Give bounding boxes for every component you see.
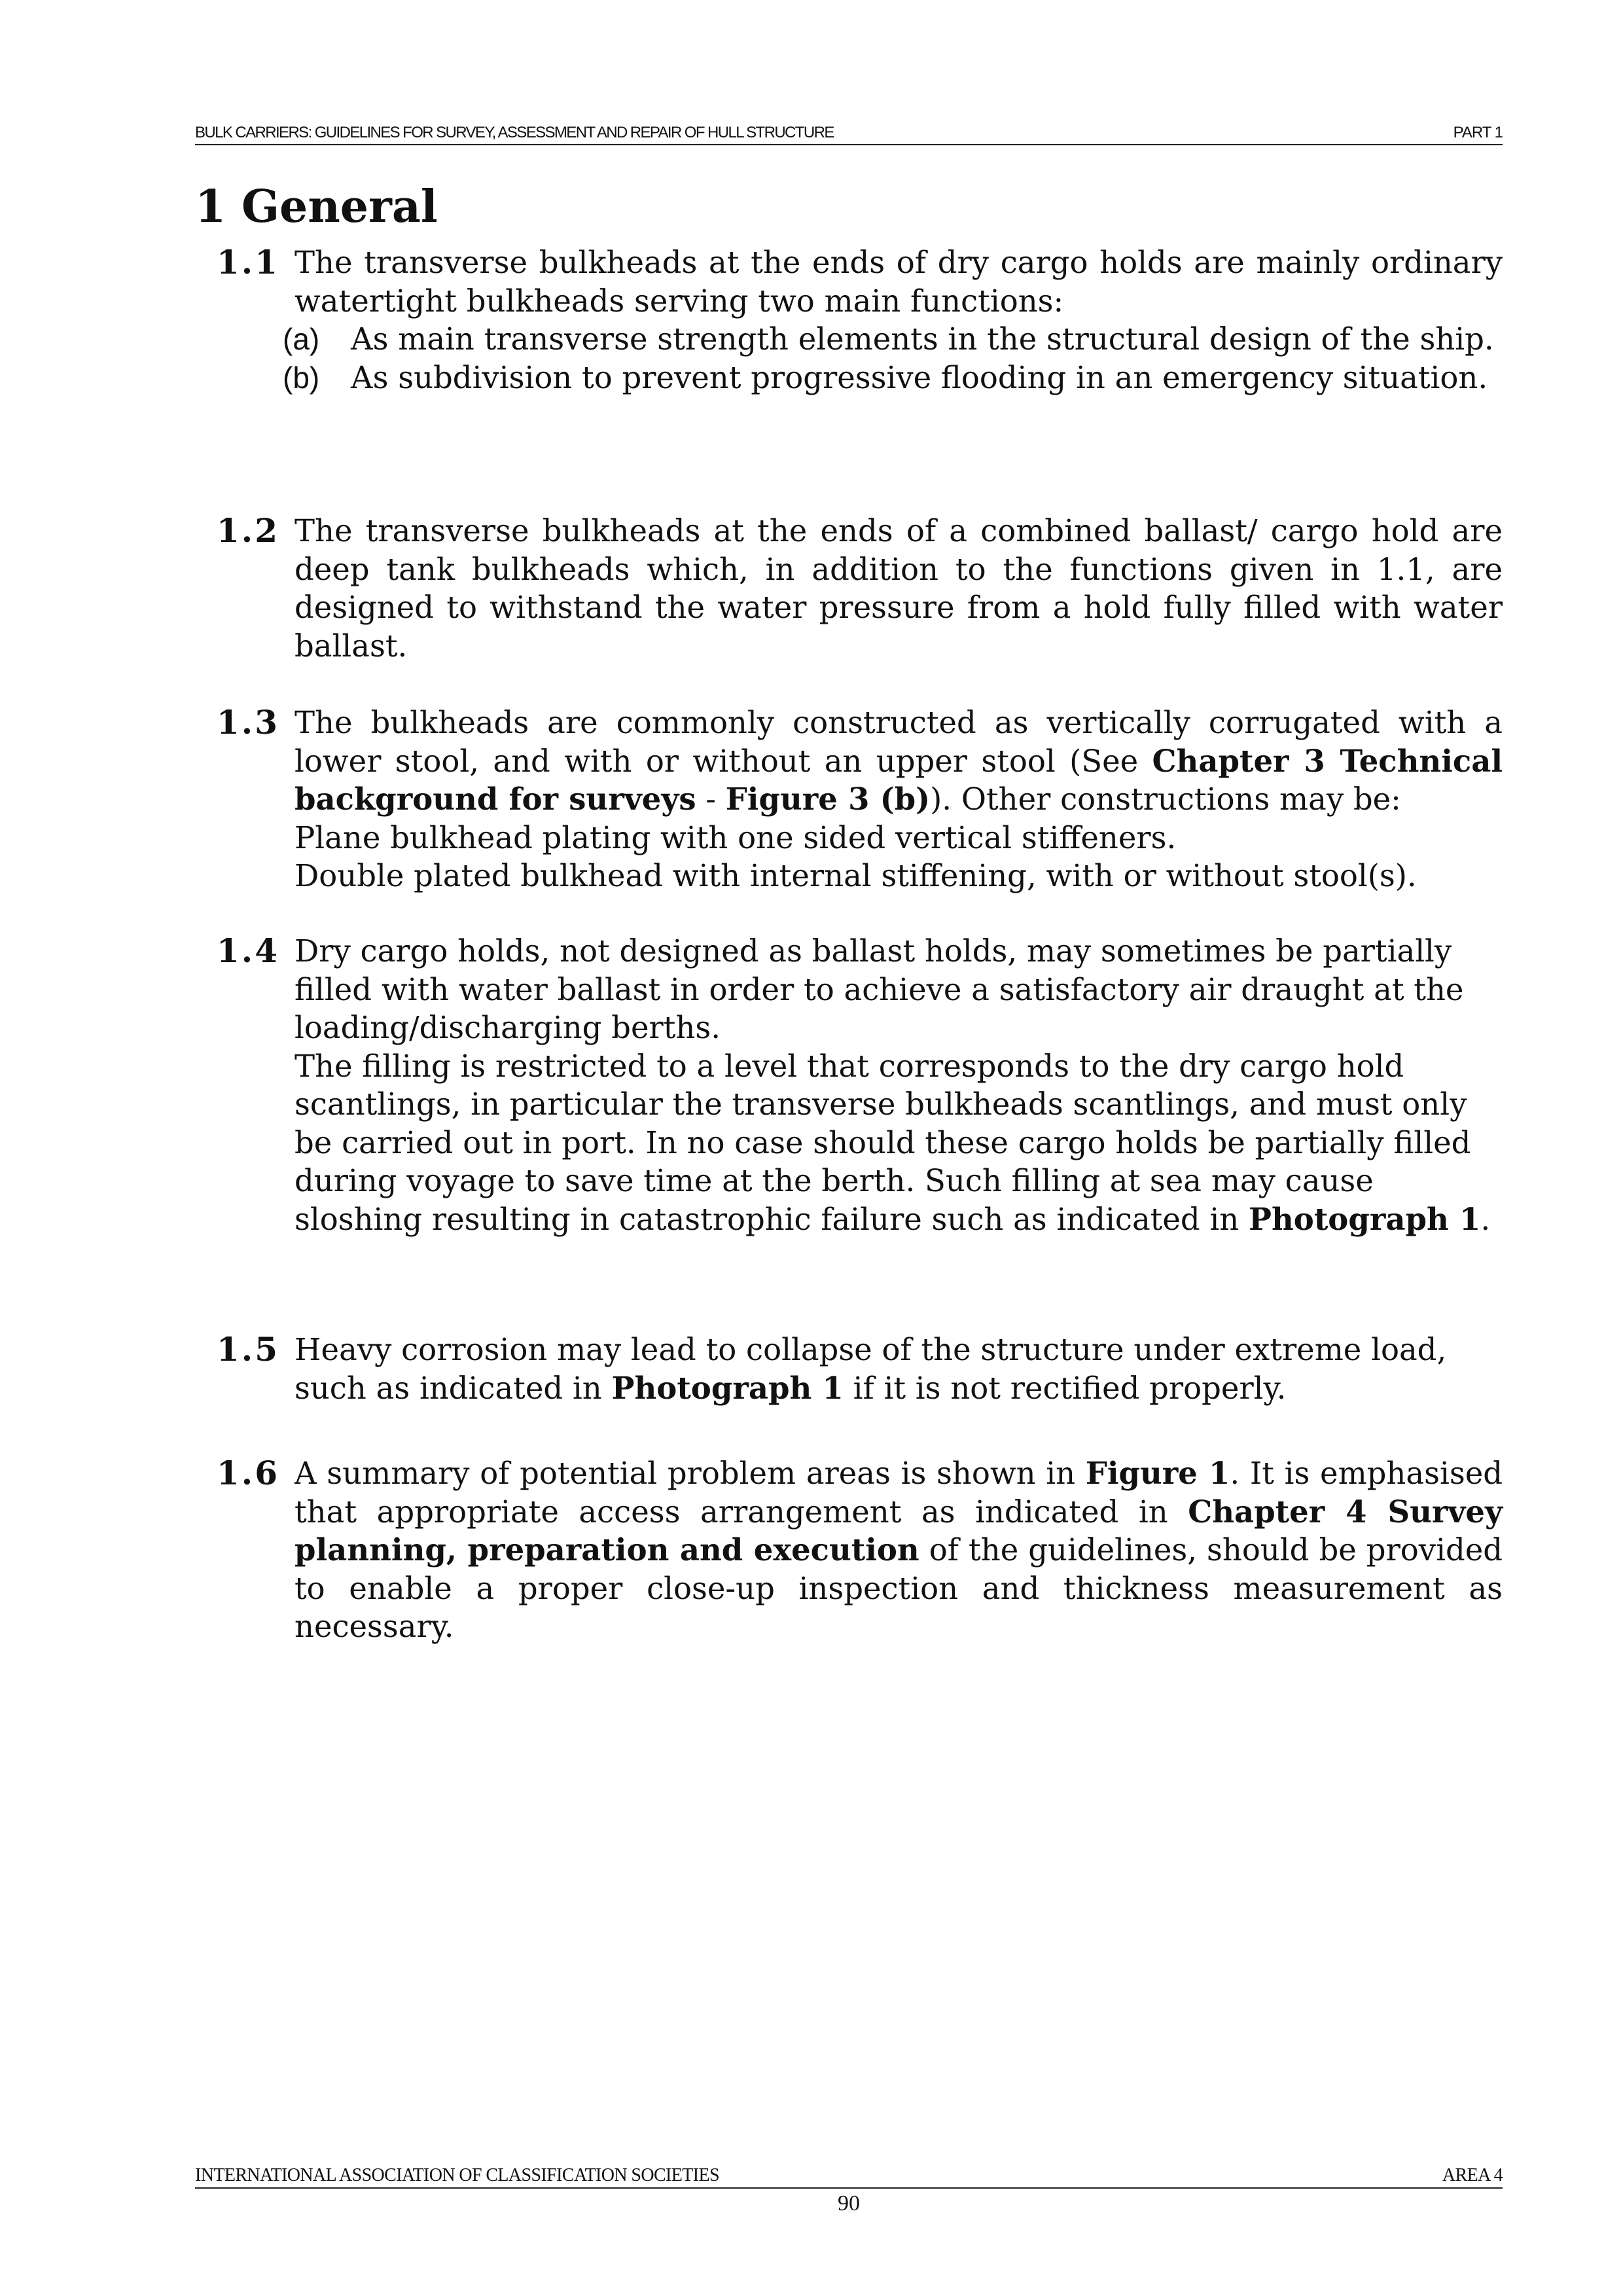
figure-reference: Figure 3 (b) <box>725 781 931 817</box>
list-item-a <box>283 320 1503 359</box>
paragraph-number: 1.2 <box>217 511 279 550</box>
paragraph-text: Plane bulkhead plating with one sided vertical stiffeners. <box>294 819 1177 855</box>
paragraph-text <box>294 704 1503 819</box>
paragraph-1-1 <box>195 243 1503 397</box>
list-label: (b) <box>283 360 320 395</box>
paragraph-body <box>294 512 1503 665</box>
list-text: As subdivision to prevent progressive flooding in an emergency situation. <box>351 359 1488 395</box>
paragraph-1-3 <box>195 704 1503 895</box>
paragraph-text: Dry cargo holds, not designed as ballast holds, may sometimes be partially filled with water ballast in order to achieve a satisfactory air draught at the loading/discharging berths. <box>294 933 1464 1045</box>
paragraph-1-5 <box>195 1331 1503 1407</box>
paragraph-number: 1.4 <box>217 931 279 970</box>
text-run: The bulkheads are commonly constructed as vertically corrugated with a lower stool, and with or without an upper stool (See <box>294 705 1503 779</box>
text-run: of the guidelines, should be provided to enable a proper close-up inspection and thickness measurement as necessary. <box>294 1532 1503 1644</box>
paragraph-text: The transverse bulkheads at the ends of a combined ballast/ cargo hold are deep tank bulkheads which, in addition to the functions given in 1.1, are designed to withstand the water pressure from a hold fully filled with water ballast. <box>294 513 1503 664</box>
paragraph-1-4 <box>195 932 1503 1238</box>
footer-organization: INTERNATIONAL ASSOCIATION OF CLASSIFICATION SOCIETIES <box>195 2165 719 2185</box>
list-label: (a) <box>283 322 320 356</box>
figure-reference: Figure 1 <box>1085 1455 1230 1491</box>
page-number: 90 <box>838 2191 860 2215</box>
paragraph-1-6 <box>195 1454 1503 1646</box>
paragraph-body <box>283 243 1503 397</box>
text-run: The filling is restricted to a level that corresponds to the dry cargo hold scantlings, in particular the transverse bulkheads scantlings, and must only be carried out in port. In no case should these cargo holds be partially filled during voyage to save time at the berth. Such filling at sea may cause sloshing resulting in catastrophic failure such as indicated in <box>294 1048 1471 1237</box>
footer-area: AREA 4 <box>1442 2165 1503 2185</box>
running-header <box>195 122 1503 145</box>
text-run: - <box>696 781 726 817</box>
paragraph-body <box>294 704 1503 895</box>
paragraph-number: 1.5 <box>217 1330 279 1369</box>
chapter-reference: Chapter 4 Survey planning, preparation and execution <box>294 1493 1503 1568</box>
text-run: Heavy corrosion may lead to collapse of the structure under extreme load, such as indicated in <box>294 1332 1447 1406</box>
paragraph-text: The transverse bulkheads at the ends of dry cargo holds are mainly ordinary watertight bulkheads serving two main functions: <box>294 245 1503 319</box>
paragraph-body <box>294 1454 1503 1646</box>
section-heading: 1 General <box>195 181 438 233</box>
running-footer <box>195 2165 1503 2189</box>
text-run: . It is emphasised that appropriate access arrangement as indicated in <box>294 1456 1503 1530</box>
photograph-reference: Photograph 1 <box>1249 1200 1481 1237</box>
text-run: A summary of potential problem areas is shown in <box>294 1456 1086 1491</box>
list-text: As main transverse strength elements in the structural design of the ship. <box>351 321 1494 357</box>
chapter-reference: Chapter 3 Technical background for surveys <box>294 742 1503 817</box>
list-item-b <box>283 359 1503 397</box>
paragraph-number: 1.6 <box>217 1454 279 1492</box>
paragraph-text <box>294 1454 1503 1646</box>
paragraph-body <box>294 1331 1503 1407</box>
paragraph-text <box>294 1047 1503 1239</box>
paragraph-text <box>294 1331 1503 1407</box>
paragraph-text: Double plated bulkhead with internal stiffening, with or without stool(s). <box>294 858 1417 893</box>
text-run: ). Other constructions may be: <box>930 781 1401 817</box>
text-run: if it is not rectified properly. <box>843 1370 1287 1406</box>
header-title: BULK CARRIERS: GUIDELINES FOR SURVEY, ASSESSMENT AND REPAIR OF HULL STRUCTURE <box>195 124 834 141</box>
paragraph-1-2 <box>195 512 1503 665</box>
paragraph-number: 1.1 <box>217 243 279 281</box>
paragraph-body <box>294 932 1503 1238</box>
photograph-reference: Photograph 1 <box>611 1369 844 1406</box>
paragraph-number: 1.3 <box>217 703 279 742</box>
header-part: PART 1 <box>1453 124 1503 141</box>
text-run: . <box>1480 1201 1491 1237</box>
